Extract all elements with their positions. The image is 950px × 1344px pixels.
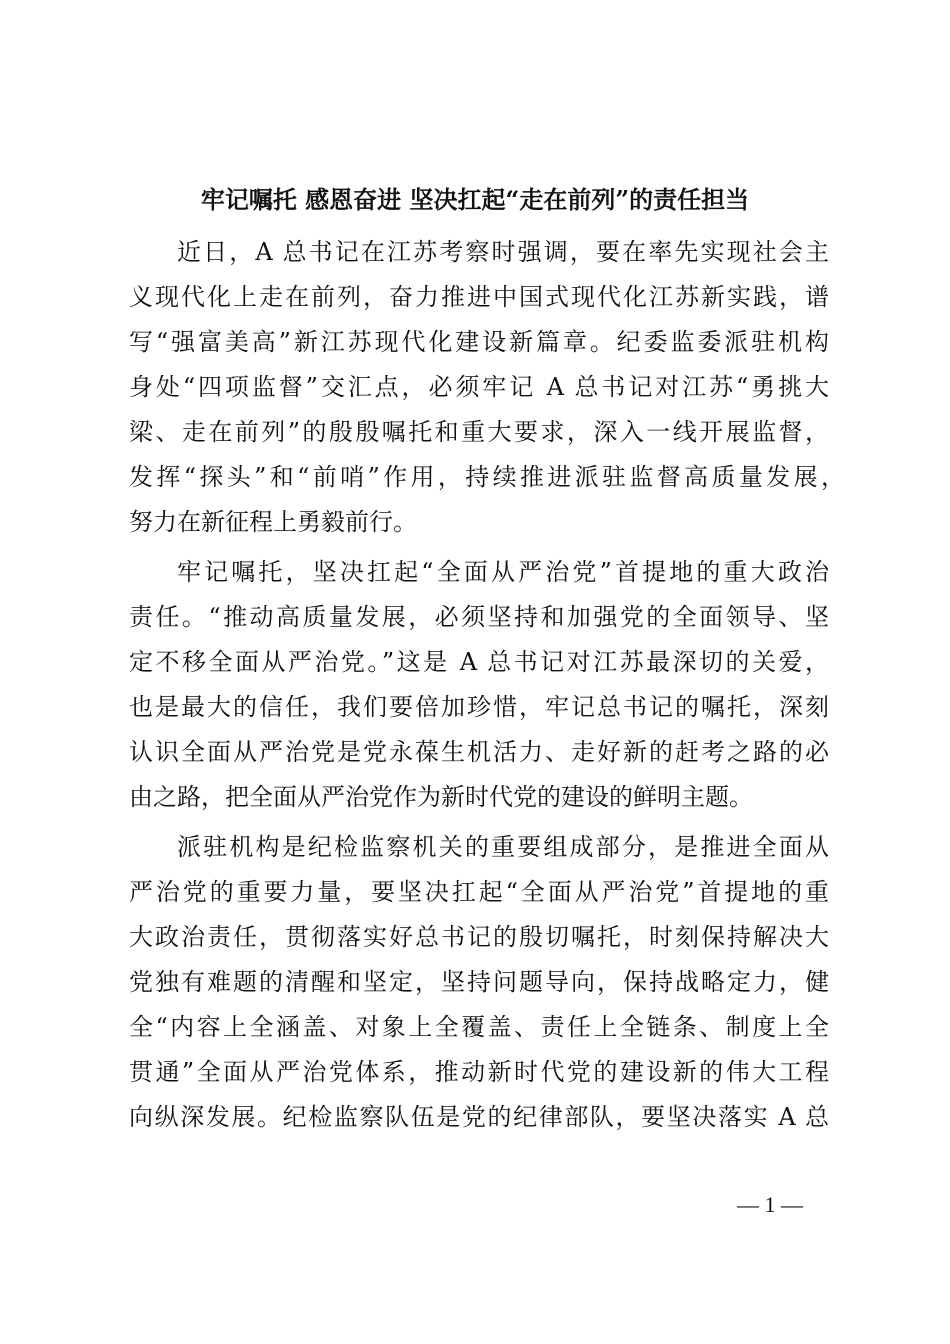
paragraph-3-line-1: 派驻机构是纪检监察机关的重要组成部分，是推进全面从	[177, 833, 829, 861]
paragraph-2-line-6: 由之路，把全面从严治党作为新时代党的建设的鲜明主题。	[129, 783, 753, 811]
paragraph-3-line-4: 党独有难题的清醒和坚定，坚持问题导向，保持战略定力，健	[129, 968, 829, 996]
paragraph-2-line-3: 定不移全面从严治党。”这是 A 总书记对江苏最深切的关爱，	[129, 648, 829, 676]
document-title: 牢记嘱托 感恩奋进 坚决扛起“走在前列”的责任担当	[200, 185, 750, 214]
paragraph-1-line-7: 努力在新征程上勇毅前行。	[129, 508, 417, 536]
paragraph-1-line-5: 梁、走在前列”的殷殷嘱托和重大要求，深入一线开展监督，	[129, 418, 829, 446]
paragraph-3-line-3: 大政治责任，贯彻落实好总书记的殷切嘱托，时刻保持解决大	[129, 923, 829, 951]
paragraph-1-line-3: 写“强富美高”新江苏现代化建设新篇章。纪委监委派驻机构	[129, 328, 829, 356]
paragraph-1-line-6: 发挥“探头”和“前哨”作用，持续推进派驻监督高质量发展，	[129, 463, 845, 491]
paragraph-3-line-7: 向纵深发展。纪检监察队伍是党的纪律部队，要坚决落实 A 总	[129, 1103, 829, 1131]
paragraph-2-line-1: 牢记嘱托，坚决扛起“全面从严治党”首提地的重大政治	[177, 558, 829, 586]
paragraph-2-line-4: 也是最大的信任，我们要倍加珍惜，牢记总书记的嘱托，深刻	[129, 693, 829, 721]
paragraph-3-line-6: 贯通”全面从严治党体系，推动新时代党的建设新的伟大工程	[129, 1058, 829, 1086]
paragraph-3-line-5: 全“内容上全涵盖、对象上全覆盖、责任上全链条、制度上全	[129, 1013, 829, 1041]
paragraph-1-line-1: 近日，A 总书记在江苏考察时强调，要在率先实现社会主	[177, 238, 829, 266]
page-number: — 1 —	[737, 1192, 803, 1217]
paragraph-3-line-2: 严治党的重要力量，要坚决扛起“全面从严治党”首提地的重	[129, 878, 829, 906]
paragraph-1-line-4: 身处“四项监督”交汇点，必须牢记 A 总书记对江苏“勇挑大	[129, 373, 829, 401]
paragraph-2-line-2: 责任。“推动高质量发展，必须坚持和加强党的全面领导、坚	[129, 603, 829, 631]
paragraph-1-line-2: 义现代化上走在前列，奋力推进中国式现代化江苏新实践，谱	[129, 283, 829, 311]
paragraph-2-line-5: 认识全面从严治党是党永葆生机活力、走好新的赶考之路的必	[129, 738, 829, 766]
